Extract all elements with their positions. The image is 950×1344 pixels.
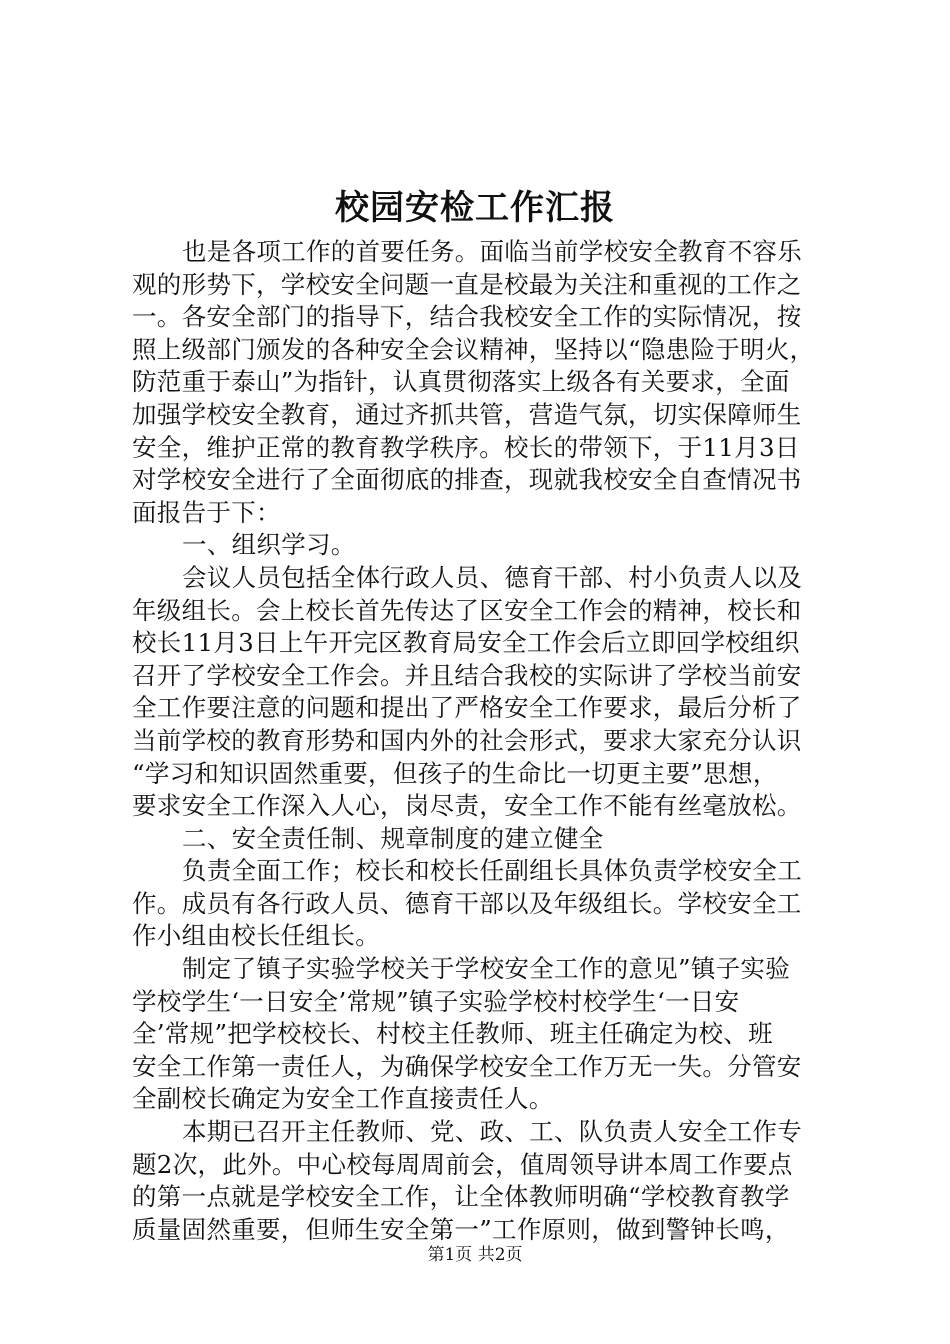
body-line: “学习和知识固然重要，但孩子的生命比一切更主要”思想， — [132, 758, 778, 788]
body-line: 对学校安全进行了全面彻底的排查，现就我校安全自查情况书 — [132, 465, 802, 495]
document-title: 校园安检工作汇报 — [335, 188, 615, 228]
body-line: 学校学生‘一日安全’常规”镇子实验学校村校学生‘一日安 — [132, 986, 740, 1016]
body-line: 全’常规”把学校校长、村校主任教师、班主任确定为校、班 — [132, 1019, 773, 1049]
body-line: 负责全面工作；校长和校长任副组长具体负责学校安全工 — [182, 856, 802, 886]
document-body — [132, 236, 832, 1246]
body-line: 一、组织学习。 — [182, 530, 356, 560]
body-line: 全工作要注意的问题和提出了严格安全工作要求，最后分析了 — [132, 693, 802, 723]
body-line: 校长11月3日上午开完区教育局安全工作会后立即回学校组织 — [132, 628, 800, 658]
body-line: 也是各项工作的首要任务。面临当前学校安全教育不容乐 — [182, 237, 802, 266]
body-line: 题2次，此外。中心校每周周前会，值周领导讲本周工作要点 — [132, 1149, 793, 1179]
body-line: 安全工作第一责任人，为确保学校安全工作万无一失。分管安 — [132, 1051, 802, 1081]
body-line: 二、安全责任制、规章制度的建立健全 — [182, 823, 604, 853]
body-line: 防范重于泰山”为指针，认真贯彻落实上级各有关要求，全面 — [132, 367, 790, 397]
body-line: 一。各安全部门的指导下，结合我校安全工作的实际情况，按 — [132, 302, 802, 332]
body-line: 召开了学校安全工作会。并且结合我校的实际讲了学校当前安 — [132, 660, 802, 690]
body-line: 加强学校安全教育，通过齐抓共管，营造气氛，切实保障师生 — [132, 399, 802, 429]
body-line: 面报告于下： — [132, 497, 281, 527]
body-line: 当前学校的教育形势和国内外的社会形式，要求大家充分认识 — [132, 725, 802, 755]
body-line: 作。成员有各行政人员、德育干部以及年级组长。学校安全工 — [132, 888, 802, 918]
body-line: 会议人员包括全体行政人员、德育干部、村小负责人以及 — [182, 562, 802, 592]
body-line: 安全，维护正常的教育教学秩序。校长的带领下，于11月3日 — [132, 432, 800, 462]
body-line: 制定了镇子实验学校关于学校安全工作的意见”镇子实验 — [182, 954, 791, 984]
page-footer: 第1页 共2页 — [427, 1245, 523, 1265]
body-line: 本期已召开主任教师、党、政、工、队负责人安全工作专 — [182, 1117, 802, 1147]
body-line: 作小组由校长任组长。 — [132, 921, 380, 951]
body-line: 照上级部门颁发的各种安全会议精神，坚持以“隐患险于明火， — [132, 334, 815, 364]
body-line: 的第一点就是学校安全工作，让全体教师明确“学校教育教学 — [132, 1182, 790, 1212]
body-line: 要求安全工作深入人心，岗尽责，安全工作不能有丝毫放松。 — [132, 791, 802, 821]
body-line: 观的形势下，学校安全问题一直是校最为关注和重视的工作之 — [132, 269, 802, 299]
body-line: 质量固然重要，但师生安全第一”工作原则，做到警钟长鸣， — [132, 1214, 790, 1244]
body-line: 年级组长。会上校长首先传达了区安全工作会的精神，校长和 — [132, 595, 802, 625]
body-line: 全副校长确定为安全工作直接责任人。 — [132, 1084, 554, 1114]
